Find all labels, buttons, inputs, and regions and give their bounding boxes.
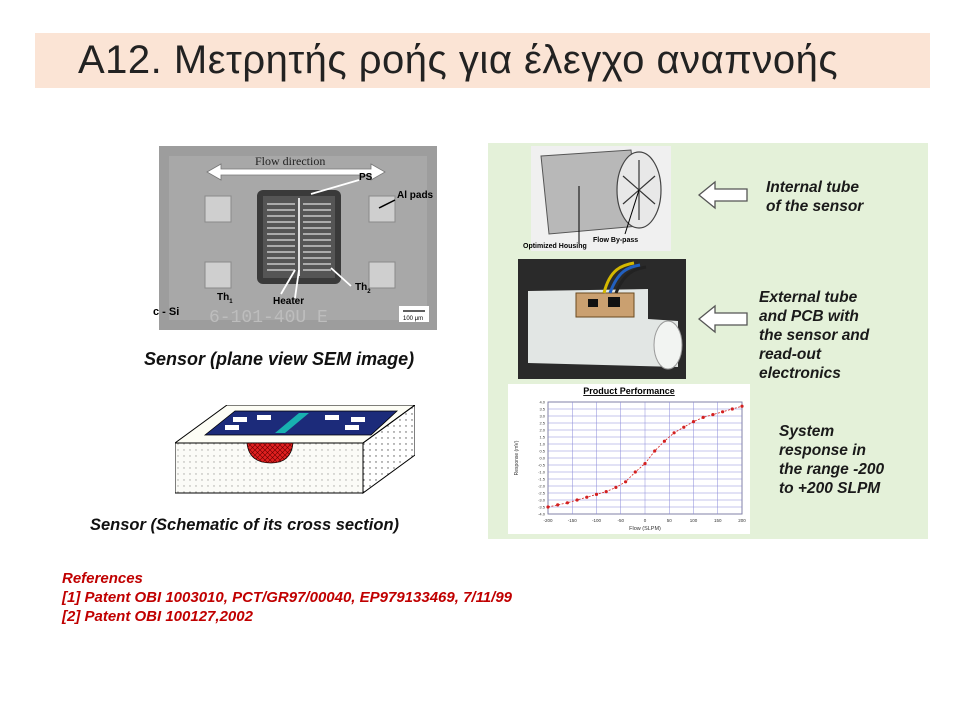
chart-title: Product Performance (583, 386, 675, 396)
y-tick-label: 1.0 (539, 441, 545, 447)
sem-watermark: 6-101-40U E (209, 308, 328, 328)
data-point (740, 405, 743, 408)
y-tick-label: 2.5 (539, 420, 545, 426)
y-axis-label: Response (mV) (514, 440, 520, 476)
data-point (595, 493, 598, 496)
callout-internal: Internal tube of the sensor (766, 179, 864, 215)
data-point (605, 490, 608, 493)
y-tick-label: -0.5 (538, 462, 545, 468)
cross-section-schematic (175, 405, 415, 495)
y-tick-label: 4.0 (539, 399, 545, 405)
data-point (702, 416, 705, 419)
data-point (643, 462, 646, 465)
callout-system: System response in the range -200 to +200 SLPM (779, 423, 885, 497)
data-point (731, 407, 734, 410)
y-tick-label: -4.0 (538, 511, 545, 517)
reference-item: [1] Patent OBI 1003010, PCT/GR97/00040, EP979133469, 7/11/99 (62, 589, 512, 606)
data-point (556, 503, 559, 506)
internal-tube-drawing (531, 146, 671, 251)
data-point (576, 498, 579, 501)
scale-label: 100 μm (403, 316, 424, 322)
c-si-label: c - Si (153, 306, 180, 318)
data-point (673, 431, 676, 434)
flow-bypass-label: Flow By-pass (593, 237, 639, 244)
data-point (692, 420, 695, 423)
y-tick-label: -3.5 (538, 504, 545, 510)
chart-svg (508, 384, 750, 534)
performance-chart (508, 384, 750, 534)
y-tick-label: 3.0 (539, 413, 545, 419)
arrow-left-icon (697, 180, 749, 210)
x-tick-label: -150 (567, 518, 577, 523)
data-point (585, 496, 588, 499)
x-tick-label: 200 (738, 518, 746, 523)
pcb-drawing (518, 259, 686, 379)
y-tick-label: 0.5 (539, 448, 545, 454)
y-tick-label: -1.5 (538, 476, 545, 482)
x-tick-label: 150 (713, 518, 722, 523)
flow-direction-label: Flow direction (255, 154, 326, 168)
data-point (614, 486, 617, 489)
x-tick-label: -100 (591, 518, 602, 523)
data-point (711, 413, 714, 416)
optimized-housing-label: Optimized Housing (523, 243, 587, 250)
y-tick-label: -3.0 (538, 497, 545, 503)
y-tick-label: 0.0 (539, 455, 545, 461)
th1-label: $Th_1$ (217, 292, 233, 305)
x-tick-label: 0 (643, 518, 647, 523)
x-axis-label: Flow (SLPM) (629, 526, 661, 532)
data-point (682, 426, 685, 429)
data-point (663, 440, 666, 443)
al-pads-label: Al pads (397, 190, 434, 201)
internal-tube-photo (531, 146, 671, 251)
th2-label: $Th_2$ (355, 282, 371, 295)
data-point (634, 470, 637, 473)
ps-label: PS (359, 172, 373, 183)
reference-item: [2] Patent OBI 100127,2002 (62, 608, 253, 625)
sem-image (159, 146, 437, 330)
data-point (653, 449, 656, 452)
y-tick-label: -1.0 (538, 469, 545, 475)
data-point (624, 480, 627, 483)
arrow-left-icon (697, 304, 749, 334)
y-tick-label: 1.5 (539, 434, 545, 440)
references-heading: References (62, 570, 143, 587)
y-tick-label: -2.5 (538, 490, 545, 496)
data-point (566, 501, 569, 504)
y-tick-label: -2.0 (538, 483, 545, 489)
references (62, 569, 512, 626)
y-tick-label: 3.5 (539, 406, 545, 412)
x-tick-label: 100 (689, 518, 698, 523)
page-title: A12. Μετρητής ροής για έλεγχο αναπνοής (78, 38, 839, 82)
data-point (721, 410, 724, 413)
y-tick-label: 2.0 (539, 427, 545, 433)
x-tick-label: -200 (543, 518, 553, 523)
heater-label: Heater (273, 296, 305, 307)
x-tick-label: 50 (666, 518, 672, 523)
cross-section-caption: Sensor (Schematic of its cross section) (90, 516, 400, 534)
sem-caption: Sensor (plane view SEM image) (144, 349, 415, 369)
x-tick-label: -50 (617, 518, 625, 523)
callout-external: External tube and PCB with the sensor and read-out electronics (759, 289, 870, 382)
pcb-photo (518, 259, 686, 379)
data-point (546, 505, 549, 508)
